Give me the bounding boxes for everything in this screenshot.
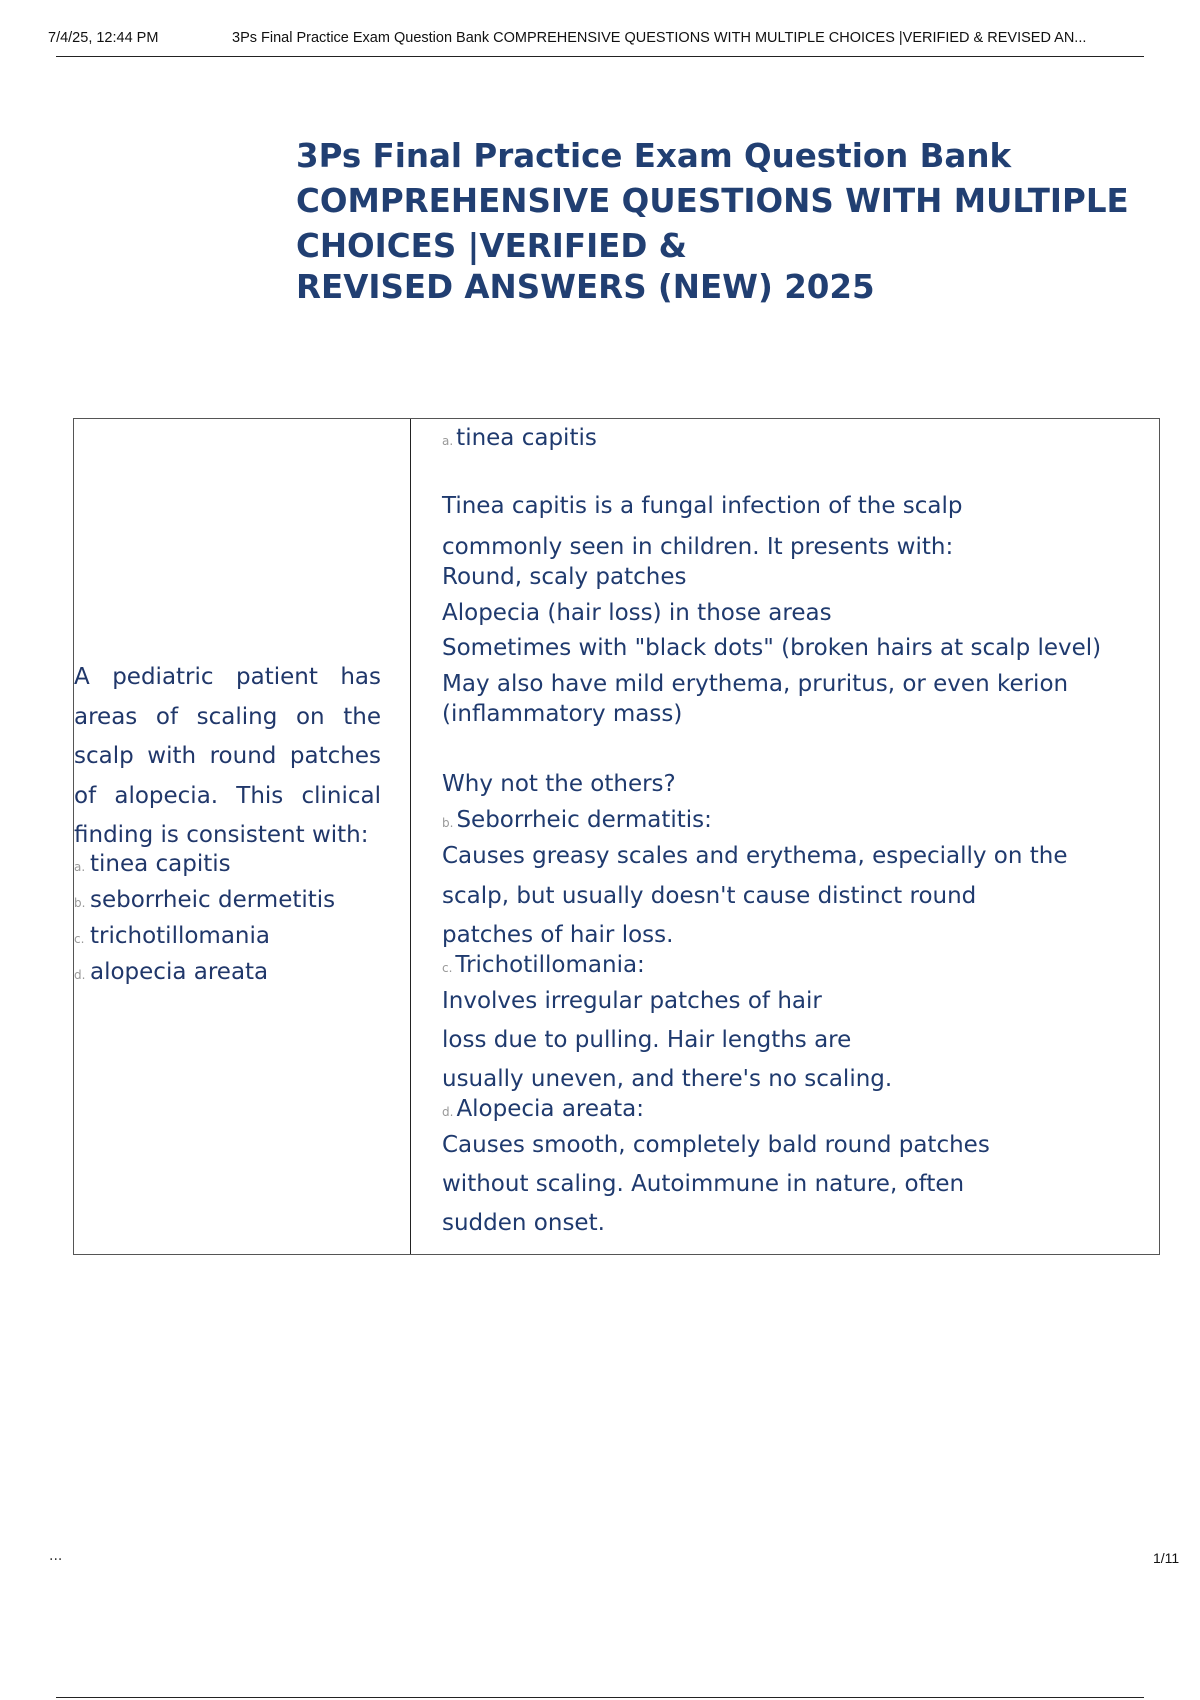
option-a: a. tinea capitis — [74, 851, 231, 877]
other-d-heading: d. Alopecia areata: — [442, 1096, 644, 1122]
option-d: d. alopecia areata — [74, 959, 269, 985]
column-divider — [410, 419, 411, 1254]
page-number: 1/11 — [1153, 1550, 1180, 1566]
explanation-line: (inflammatory mass) — [442, 701, 683, 727]
other-c-line: Involves irregular patches of hair — [442, 988, 822, 1014]
explanation-line: Alopecia (hair loss) in those areas — [442, 600, 832, 626]
why-not-heading: Why not the others? — [442, 771, 676, 797]
header-rule — [56, 56, 1144, 57]
other-c-line: loss due to pulling. Hair lengths are — [442, 1027, 852, 1053]
other-b-line: patches of hair loss. — [442, 922, 674, 948]
footer-rule — [56, 1697, 1144, 1698]
title-line: 3Ps Final Practice Exam Question Bank — [296, 137, 1012, 175]
other-b-line: scalp, but usually doesn't cause distinct round — [442, 883, 977, 909]
option-list — [74, 846, 404, 990]
question-table — [73, 418, 1160, 1255]
explanation-line: Sometimes with "black dots" (broken hairs at scalp level) — [442, 635, 1102, 661]
print-title: 3Ps Final Practice Exam Question Bank COMPREHENSIVE QUESTIONS WITH MULTIPLE CHOICES |VERIFIED & REVISED AN... — [232, 30, 1087, 46]
explanation-line: Round, scaly patches — [442, 564, 687, 590]
title-line: CHOICES |VERIFIED & — [296, 227, 688, 265]
title-line: COMPREHENSIVE QUESTIONS WITH MULTIPLE — [296, 182, 1129, 220]
print-header — [48, 30, 1183, 50]
question-text: A pediatric patient has areas of scaling on the scalp with round patches of alopecia. This clinical finding is consistent with: — [74, 664, 381, 848]
other-d-line: without scaling. Autoimmune in nature, often — [442, 1171, 965, 1197]
footer-ellipsis: ... — [49, 1548, 63, 1564]
other-d-line: sudden onset. — [442, 1210, 605, 1236]
correct-answer: a. tinea capitis — [442, 425, 597, 451]
other-c-heading: c. Trichotillomania: — [442, 952, 645, 978]
explanation-line: Tinea capitis is a fungal infection of the scalp — [442, 493, 963, 519]
page-title — [296, 134, 1129, 310]
other-c-line: usually uneven, and there's no scaling. — [442, 1066, 893, 1092]
other-b-line: Causes greasy scales and erythema, especially on the — [442, 843, 1068, 869]
option-b: b. seborrheic dermetitis — [74, 887, 336, 913]
explanation-line: commonly seen in children. It presents with: — [442, 534, 954, 560]
title-line: REVISED ANSWERS (NEW) 2025 — [296, 268, 875, 306]
other-d-line: Causes smooth, completely bald round patches — [442, 1132, 990, 1158]
option-c: c. trichotillomania — [74, 923, 270, 949]
print-timestamp: 7/4/25, 12:44 PM — [48, 30, 159, 46]
explanation-line: May also have mild erythema, pruritus, or even kerion — [442, 671, 1069, 697]
other-b-heading: b. Seborrheic dermatitis: — [442, 807, 712, 833]
